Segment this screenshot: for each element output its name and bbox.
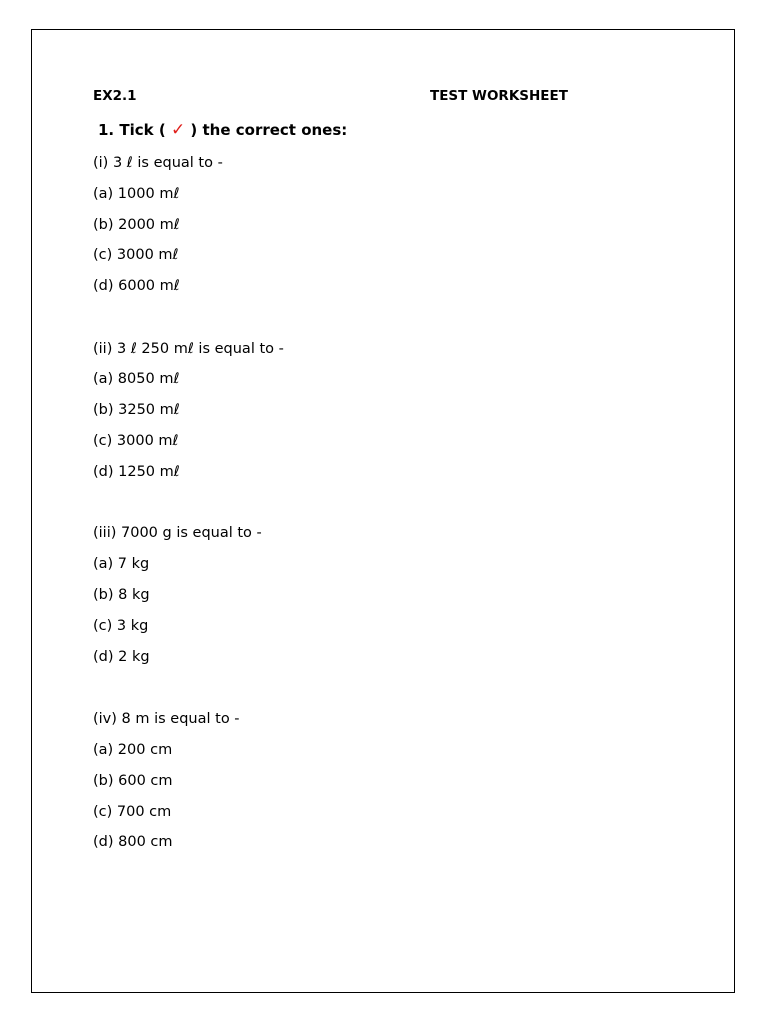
exercise-code: EX2.1 (93, 88, 137, 104)
question-3-option-a: (a) 7 kg (93, 556, 150, 572)
instruction-heading (98, 121, 347, 139)
question-3-option-b: (b) 8 kg (93, 587, 150, 603)
question-1-option-d: (d) 6000 mℓ (93, 278, 180, 294)
checkmark-icon: ✓ (170, 120, 186, 140)
question-4-option-b: (b) 600 cm (93, 773, 173, 789)
instruction-text-end: ) the correct ones: (190, 121, 348, 139)
question-2-option-c: (c) 3000 mℓ (93, 433, 179, 449)
question-1-option-c: (c) 3000 mℓ (93, 247, 179, 263)
worksheet-title: TEST WORKSHEET (430, 88, 568, 104)
question-2-option-b: (b) 3250 mℓ (93, 402, 180, 418)
instruction-text-start: Tick ( (119, 121, 166, 139)
question-3: (iii) 7000 g is equal to - (93, 525, 262, 541)
question-2-option-a: (a) 8050 mℓ (93, 371, 180, 387)
question-4-option-c: (c) 700 cm (93, 804, 172, 820)
question-4-option-d: (d) 800 cm (93, 834, 173, 850)
instruction-number: 1. (98, 121, 115, 139)
question-2: (ii) 3 ℓ 250 mℓ is equal to - (93, 341, 284, 357)
question-4: (iv) 8 m is equal to - (93, 711, 240, 727)
question-3-option-c: (c) 3 kg (93, 618, 149, 634)
question-2-option-d: (d) 1250 mℓ (93, 464, 180, 480)
question-1: (i) 3 ℓ is equal to - (93, 155, 223, 171)
question-3-option-d: (d) 2 kg (93, 649, 150, 665)
question-1-option-b: (b) 2000 mℓ (93, 217, 180, 233)
question-1-option-a: (a) 1000 mℓ (93, 186, 180, 202)
question-4-option-a: (a) 200 cm (93, 742, 173, 758)
